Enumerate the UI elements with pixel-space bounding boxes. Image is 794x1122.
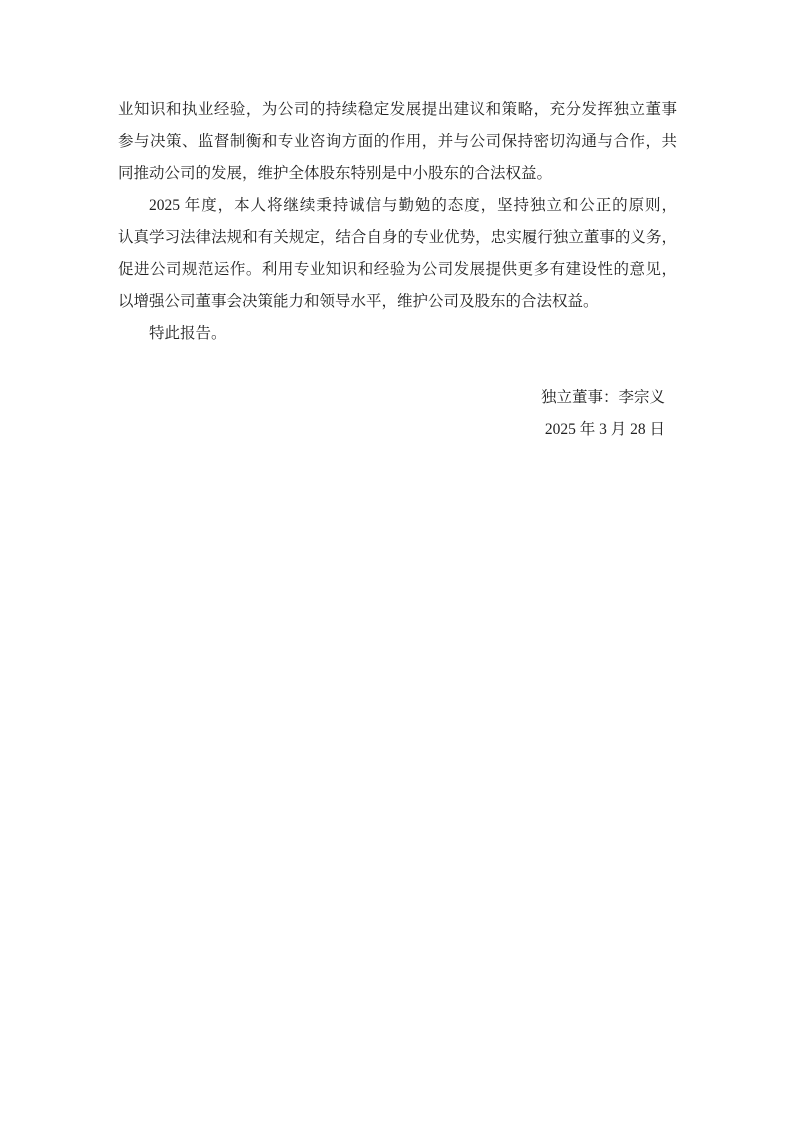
text-line: 2025 年度，本人将继续秉持诚信与勤勉的态度，坚持独立和公正的原则， xyxy=(149,197,677,214)
text-line: 业知识和执业经验，为公司的持续稳定发展提出建议和策略，充分发挥独立董事 xyxy=(118,101,677,118)
paragraph xyxy=(118,94,677,190)
signature-block xyxy=(118,382,677,446)
paragraph xyxy=(118,318,677,350)
paragraphs-container xyxy=(118,94,677,350)
text-line: 以增强公司董事会决策能力和领导水平，维护公司及股东的合法权益。 xyxy=(118,293,599,310)
signature-date: 2025 年 3 月 28 日 xyxy=(544,421,665,438)
paragraph xyxy=(118,190,677,318)
signature-name: 独立董事：李宗义 xyxy=(540,389,665,406)
text-line: 同推动公司的发展，维护全体股东特别是中小股东的合法权益。 xyxy=(118,165,553,182)
text-line: 促进公司规范运作。利用专业知识和经验为公司发展提供更多有建设性的意见， xyxy=(118,261,677,278)
text-line: 参与决策、监督制衡和专业咨询方面的作用，并与公司保持密切沟通与合作，共 xyxy=(118,133,677,150)
text-line: 特此报告。 xyxy=(149,325,227,342)
document-content xyxy=(118,94,677,446)
text-line: 认真学习法律法规和有关规定，结合自身的专业优势，忠实履行独立董事的义务， xyxy=(118,229,677,246)
